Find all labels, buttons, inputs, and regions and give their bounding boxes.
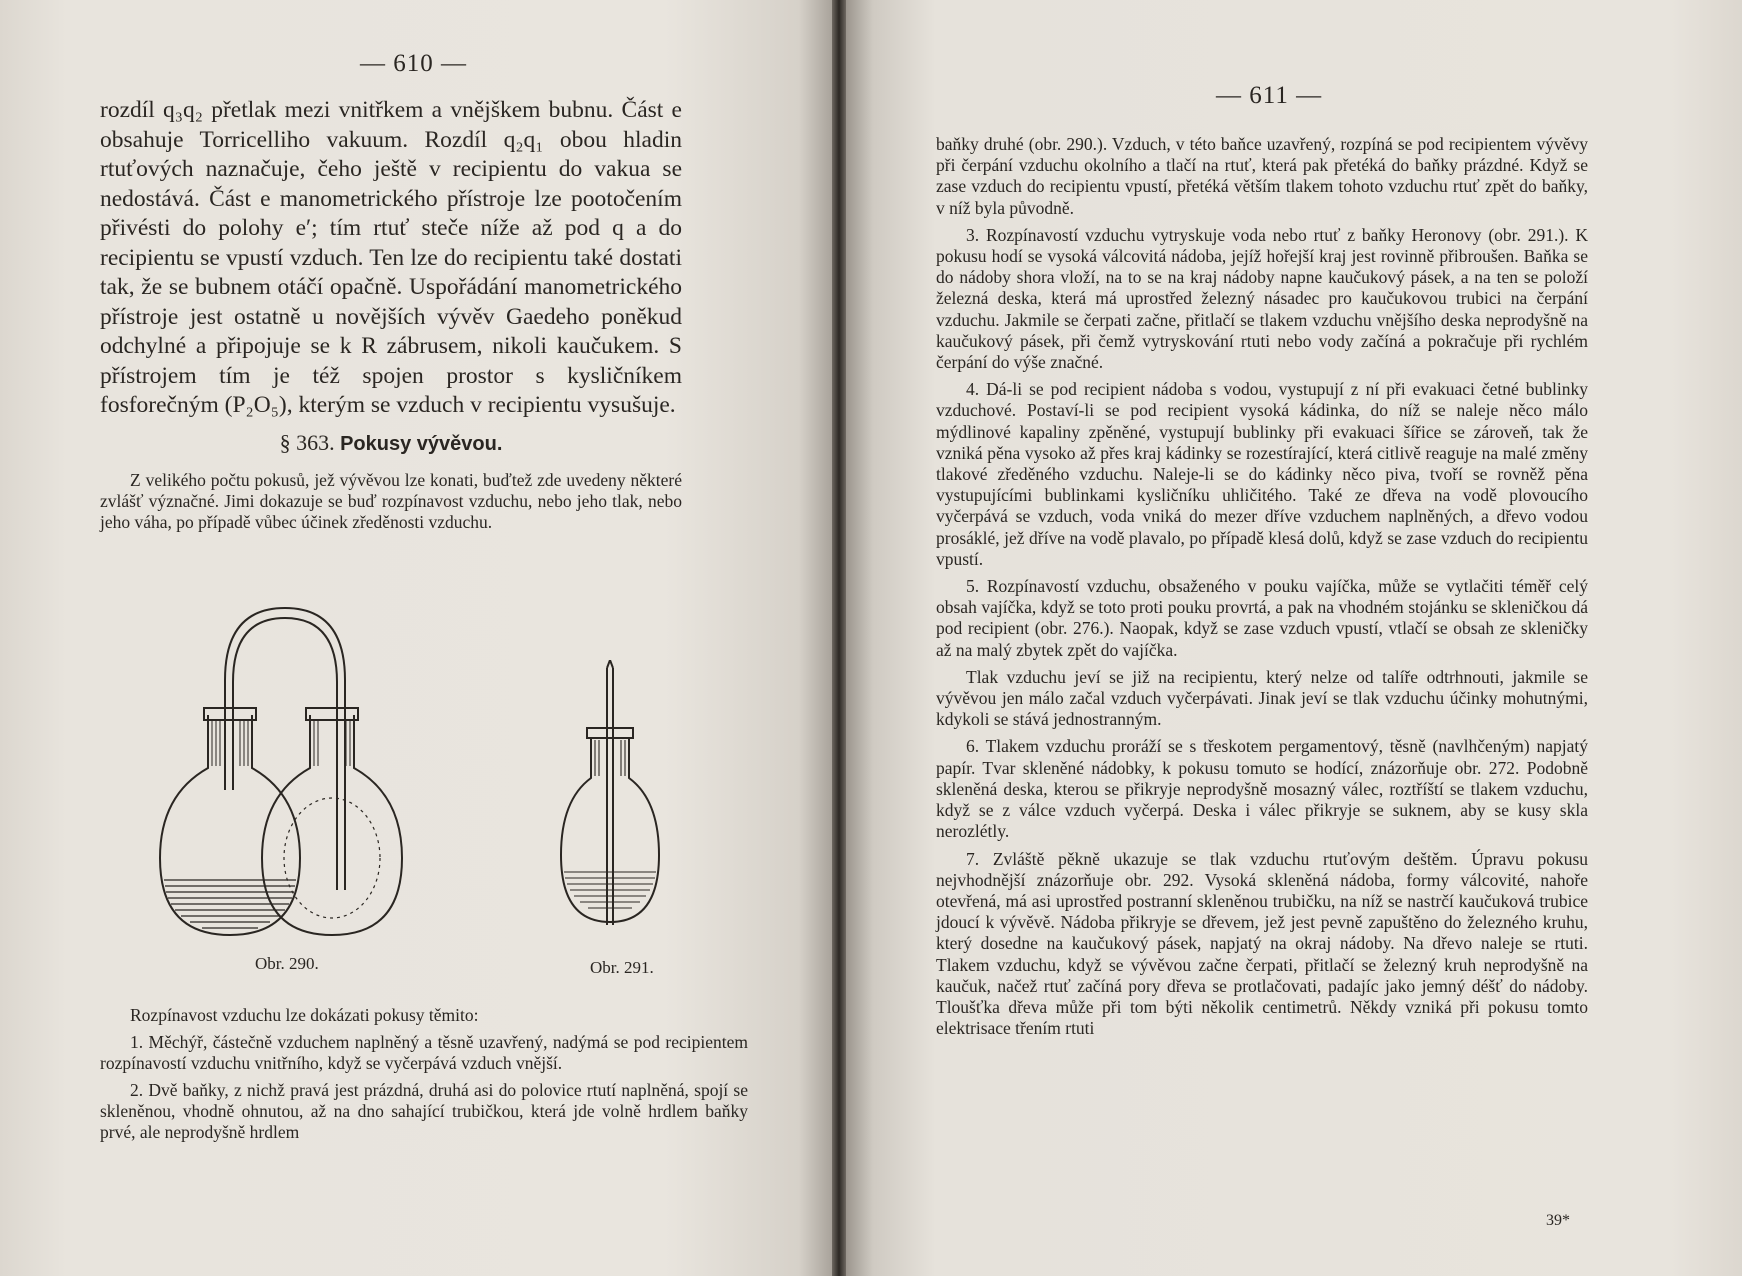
item-6: 6. Tlakem vzduchu proráží se s třeskotem pergamentový, těsně (navlhčeným) napjatý papír. Tvar skleněné nádobky, k pokusu tomuto se hodící, znázorňuje obr. 272. Podobně skleněná deska, kterou se přikryje neprodyšně mosazný válec, roztříští se tlakem vzduchu, když se z válce vzduch vyčerpá. Deska i válec přikryje se suknem, aby se kusy skla nerozlétly. (936, 736, 1588, 842)
section-number: § 363. (279, 430, 335, 455)
item-7: 7. Zvláště pěkně ukazuje se tlak vzduchu rtuťovým deštěm. Úpravu pokusu nejvhodnější znázorňuje obr. 292. Vysoká skleněná nádoba, formy válcovité, nahoře otevřená, má asi uprostřed postranní skleněnou trubičku, na níž se nastrčí kaučuková trubice jdoucí k vývěvě. Nádoba přikryje se dřevem, jež jest pevně zapuštěno do železného kruhu, který dosedne na kaučukový pásek, napjatý na okraj nádoby. Na dřevo naleje se rtuti. Tlakem vzduchu, když se vývěvou začne čerpati, přitlačí se železný kruh neprodyšně na kaučuk, načež rtuť začíná pory dřeva se protlačovati, padajíc jako jemný déšť do nádoby. Tloušťka dřeva může při tom býti několik centimetrů. Někdy vzniká při pokusu tomto elektrisace třením rtuti (936, 848, 1588, 1039)
item-3: 3. Rozpínavostí vzduchu vytryskuje voda nebo rtuť z baňky Heronovy (obr. 291.). K pokusu hodí se vysoká válcovitá nádoba, jejíž hořejší kraj jest rovinně přibroušen. Baňka se do nádoby shora vloží, na to se na kraj nádoby napne kaučukový pásek, a na ten se položí železná deska, která má uprostřed železný násadec pro kaučukovou trubici na čerpání vzduchu. Jakmile se čerpati začne, přitlačí se tlakem vzduchu vnějšího deska neprodyšně na kaučukový pásek, při čemž vytryskování rtuti nebo vody začíná a pokračuje při rychlém čerpání do výše značné. (936, 224, 1588, 373)
continued-paragraph: baňky druhé (obr. 290.). Vzduch, v této baňce uzavřený, rozpíná se pod recipientem vývěvy při čerpání vzduchu okolního a tlačí na rtuť, která pak přetéká do baňky prázdné. Když se zase vzduch do recipientu vpustí, přetéká větším tlakem tohoto vzduchu rtuť zpět do baňky, v níž byla původně. (936, 134, 1588, 218)
left-page (0, 0, 832, 1276)
intro-block (100, 470, 682, 533)
lower-text-block (100, 1005, 748, 1143)
figure-291-heron-flask (555, 660, 665, 950)
book-gutter (832, 0, 846, 1276)
signature-mark: 39* (1546, 1212, 1570, 1229)
item-1: 1. Měchýř, částečně vzduchem naplněný a těsně uzavřený, nadýmá se pod recipientem rozpínavostí vzduchu vnitřního, když se vyčerpává vzduch vnější. (100, 1032, 748, 1073)
item-2: 2. Dvě baňky, z nichž pravá jest prázdná, druhá asi do polovice rtutí naplněná, spojí se skleněnou, vhodně ohnutou, až na dno sahající trubičkou, která jde volně hrdlem baňky prvé, ale neprodyšně hrdlem (100, 1080, 748, 1142)
figure-caption-290: Obr. 290. (255, 954, 319, 973)
figure-290-two-flasks (150, 590, 450, 950)
intro-paragraph: Z velikého počtu pokusů, jež vývěvou lze konati, buďtež zde uvedeny některé zvlášť význačné. Jimi dokazuje se buď rozpínavost vzduchu, nebo jeho tlak, nebo jeho váha, po případě vůbec účinek zředěnosti vzduchu. (100, 470, 682, 532)
page-number: — 611 — (1216, 82, 1323, 109)
item-5: 5. Rozpínavostí vzduchu, obsaženého v pouku vajíčka, může se vytlačiti téměř celý obsah vajíčka, když se toto proti pouku provrtá, a pak na vhodném stojánku se skleničkou dá pod recipient (obr. 276.). Naopak, když se zase vzduch vpustí, vtlačí se obsah ze skleničky až na malý zbytek zpět do vajíčka. (936, 576, 1588, 660)
right-text-block (936, 134, 1588, 1039)
page-number: — 610 — (360, 50, 467, 77)
section-title: Pokusy vývěvou. (340, 433, 503, 455)
top-paragraph: rozdíl q₃q₂ přetlak mezi vnitřkem a vnějškem bubnu. Část e obsahuje Torricelliho vakuum. Rozdíl q₂q₁ obou hladin rtuťových naznačuje, čeho ještě v recipientu do vakua se nedostává. Část e manometrického přístroje lze pootočením přivésti do polohy e′; tím rtuť steče níže až pod q a do recipientu se vpustí vzduch. Ten lze do recipientu také dostati tak, že se bubnem otáčí opačně. Uspořádání manometrického přístroje jest ostatně u novějších vývěv Gaedeho poněkud odchylné a připojuje se k R zábrusem, nikoli kaučukem. S přístrojem tím je též spojen prostor s kysličníkem fosforečným (P₂O₅), kterým se vzduch v recipientu vysušuje. (100, 97, 682, 418)
top-paragraph-block (100, 96, 682, 421)
figure-caption-291: Obr. 291. (590, 958, 654, 977)
item-4: 4. Dá-li se pod recipient nádoba s vodou, vystupují z ní při evakuaci četné bublinky vzduchové. Postaví-li se pod recipient vysoká kádinka, do níž se naleje něco málo mýdlinové kapaliny zpěněné, vystupují bublinky při evakuaci šířice se zároveň, tak že vzniká pěna vysoko až přes kraj kádinky se rozestírající, která citlivě reaguje na malé změny tlakové zředěného vzduchu. Naleje-li se do kádinky něco piva, tvoří se rovněž pěna vystupujícími bublinkami kysličníku uhličitého. Také ze dřeva na vodě plovoucího vyčerpává se vzduch, voda vniká do mezer dříve vzduchem naplněných, a dřevo vodou prosáklé, jež dříve na vodě plavalo, po případě klesá dolů, když se zase vzduch do recipientu vpustí. (936, 379, 1588, 569)
pressure-paragraph: Tlak vzduchu jeví se již na recipientu, který nelze od talíře odtrhnouti, jakmile se vývěvou jen málo začal vzduch vyčerpávati. Jinak jeví se tlak vzduchu účinky mohutnými, kdykoli se stává jednostranným. (936, 666, 1588, 730)
right-page (846, 0, 1742, 1276)
section-heading (100, 430, 682, 456)
lead-line: Rozpínavost vzduchu lze dokázati pokusy těmito: (130, 1005, 479, 1025)
